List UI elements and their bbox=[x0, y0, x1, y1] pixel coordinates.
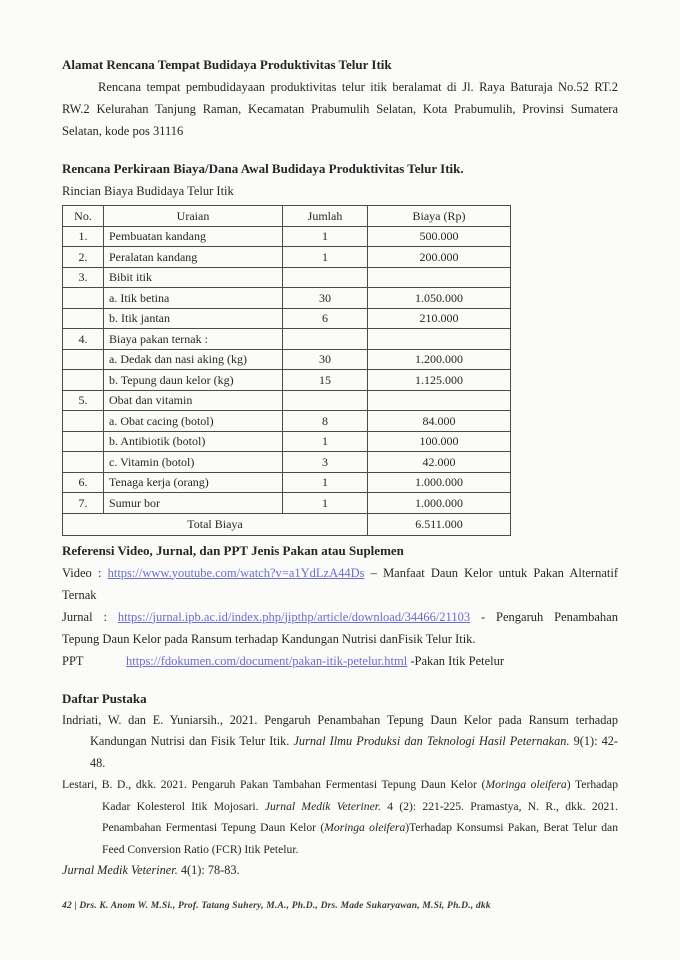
cell-jumlah: 3 bbox=[283, 452, 368, 473]
table-row bbox=[63, 247, 511, 268]
address-section-heading: Alamat Rencana Tempat Budidaya Produktivitas Telur Itik bbox=[62, 57, 392, 72]
cell-no: 1. bbox=[63, 226, 104, 247]
cell-jumlah: 1 bbox=[283, 247, 368, 268]
page-footer bbox=[62, 901, 618, 911]
cell-biaya: 200.000 bbox=[368, 247, 511, 268]
cell-uraian: c. Vitamin (botol) bbox=[104, 452, 283, 473]
cell-no: 5. bbox=[63, 390, 104, 411]
total-value: 6.511.000 bbox=[368, 513, 511, 535]
cell-jumlah: 1 bbox=[283, 226, 368, 247]
cell-jumlah bbox=[283, 267, 368, 288]
cell-biaya bbox=[368, 329, 511, 350]
cell-biaya: 1.000.000 bbox=[368, 472, 511, 493]
cell-jumlah: 6 bbox=[283, 308, 368, 329]
ref1-journal-name: Jurnal Ilmu Produksi dan Teknologi Hasil Peternakan. bbox=[293, 734, 570, 748]
video-separator: : bbox=[91, 565, 108, 580]
cell-biaya: 1.200.000 bbox=[368, 349, 511, 370]
bibliography-entry-2 bbox=[62, 774, 618, 860]
cell-no bbox=[63, 431, 104, 452]
table-row bbox=[63, 411, 511, 432]
address-paragraph: Rencana tempat pembudidayaan produktivitas telur itik beralamat di Jl. Raya Baturaja No.52 RT.2 RW.2 Kelurahan Tanjung Raman, Kecamatan Prabumulih Selatan, Kota Prabumulih, Provinsi Sumatera Selatan, kode pos 31116 bbox=[62, 80, 618, 138]
journal-description: - Pengaruh Penambahan Tepung Daun Kelor pada Ransum terhadap Kandungan Nutrisi danFisik Telur Itik. bbox=[62, 609, 618, 646]
table-row bbox=[63, 431, 511, 452]
cell-jumlah: 1 bbox=[283, 431, 368, 452]
ref2-text-mid1: ) Terhadap Kadar Kolesterol Itik Mojosari. bbox=[102, 778, 619, 813]
col-header-no: No. bbox=[63, 206, 104, 227]
journal-separator: : bbox=[92, 609, 118, 624]
cell-no bbox=[63, 452, 104, 473]
journal-reference-line bbox=[62, 606, 618, 650]
table-row bbox=[63, 493, 511, 514]
table-row bbox=[63, 226, 511, 247]
video-link[interactable]: https://www.youtube.com/watch?v=a1YdLzA44Ds bbox=[107, 565, 365, 580]
cell-uraian: a. Obat cacing (botol) bbox=[104, 411, 283, 432]
cell-uraian: b. Itik jantan bbox=[104, 308, 283, 329]
budget-table-header bbox=[63, 206, 511, 227]
cell-no: 6. bbox=[63, 472, 104, 493]
cell-uraian: a. Itik betina bbox=[104, 288, 283, 309]
ref1-pages: 9(1): 42-48. bbox=[90, 734, 618, 770]
cell-biaya: 1.125.000 bbox=[368, 370, 511, 391]
cell-jumlah bbox=[283, 329, 368, 350]
video-description: – Manfaat Daun Kelor untuk Pakan Alternatif Ternak bbox=[62, 565, 618, 602]
cell-biaya bbox=[368, 267, 511, 288]
total-row bbox=[63, 513, 511, 535]
table-row bbox=[63, 349, 511, 370]
ref1-text: Indriati, W. dan E. Yuniarsih., 2021. Pengaruh Penambahan Tepung Daun Kelor pada Ransum terhadap Kandungan Nutrisi dan Fisik Telur Itik. bbox=[62, 712, 618, 748]
bibliography-section-heading: Daftar Pustaka bbox=[62, 690, 147, 706]
col-header-jumlah: Jumlah bbox=[283, 206, 368, 227]
footer-authors: Drs. K. Anom W. M.Si., Prof. Tatang Suhery, M.A., Ph.D., Drs. Made Sukaryawan, M.Si, Ph.D., dkk bbox=[79, 901, 491, 911]
cell-jumlah bbox=[283, 390, 368, 411]
header-row bbox=[63, 206, 511, 227]
table-row bbox=[63, 308, 511, 329]
cell-no bbox=[63, 370, 104, 391]
table-row bbox=[63, 390, 511, 411]
budget-subheading: Rincian Biaya Budidaya Telur Itik bbox=[62, 184, 234, 198]
table-row bbox=[63, 472, 511, 493]
budget-section-heading: Rencana Perkiraan Biaya/Dana Awal Budidaya Produktivitas Telur Itik. bbox=[62, 161, 464, 176]
cell-uraian: Obat dan vitamin bbox=[104, 390, 283, 411]
page-number: 42 bbox=[62, 901, 72, 911]
cell-no bbox=[63, 411, 104, 432]
ref2-species-1: Moringa oleifera bbox=[485, 778, 567, 791]
ref2-text: Lestari, B. D., dkk. 2021. Pengaruh Pakan Tambahan Fermentasi Tepung Daun Kelor ( bbox=[62, 778, 486, 791]
cell-uraian: b. Antibiotik (botol) bbox=[104, 431, 283, 452]
col-header-uraian: Uraian bbox=[104, 206, 283, 227]
ref2-species-2: Moringa oleifera bbox=[324, 821, 406, 834]
journal-link[interactable]: https://jurnal.ipb.ac.id/index.php/jipthp/article/download/34466/21103 bbox=[117, 609, 471, 624]
bibliography-entry-3 bbox=[62, 860, 618, 882]
video-label: Video bbox=[62, 565, 92, 580]
table-row bbox=[63, 370, 511, 391]
cell-jumlah: 15 bbox=[283, 370, 368, 391]
ref2-text-mid2: 4 (2): 221-225. Pramastya, N. R., dkk. 2021. Penambahan Fermentasi Tepung Daun Kelor ( bbox=[102, 799, 618, 834]
cell-uraian: a. Dedak dan nasi aking (kg) bbox=[104, 349, 283, 370]
cell-uraian: Pembuatan kandang bbox=[104, 226, 283, 247]
cell-no bbox=[63, 308, 104, 329]
ppt-label: PPT bbox=[62, 653, 84, 668]
cell-no: 7. bbox=[63, 493, 104, 514]
cell-biaya: 100.000 bbox=[368, 431, 511, 452]
cell-no: 4. bbox=[63, 329, 104, 350]
video-reference-line bbox=[62, 562, 618, 606]
cell-jumlah: 8 bbox=[283, 411, 368, 432]
budget-table-rows bbox=[63, 226, 511, 513]
cell-no: 3. bbox=[63, 267, 104, 288]
table-row bbox=[63, 288, 511, 309]
cell-uraian: Sumur bor bbox=[104, 493, 283, 514]
budget-table-total bbox=[63, 513, 511, 535]
col-header-biaya: Biaya (Rp) bbox=[368, 206, 511, 227]
table-row bbox=[63, 267, 511, 288]
ppt-description: -Pakan Itik Petelur bbox=[407, 653, 505, 668]
ppt-link[interactable]: https://fdokumen.com/document/pakan-itik-petelur.html bbox=[126, 653, 408, 668]
cell-jumlah: 30 bbox=[283, 288, 368, 309]
ref3-pages: 4(1): 78-83. bbox=[177, 863, 240, 877]
cell-uraian: Tenaga kerja (orang) bbox=[104, 472, 283, 493]
cell-no bbox=[63, 288, 104, 309]
cell-biaya: 1.000.000 bbox=[368, 493, 511, 514]
cell-jumlah: 30 bbox=[283, 349, 368, 370]
ref2-journal-name: Jurnal Medik Veteriner. bbox=[264, 799, 381, 813]
bibliography-entry-1 bbox=[62, 710, 618, 775]
ppt-reference-line bbox=[62, 650, 618, 672]
cell-biaya bbox=[368, 390, 511, 411]
cell-biaya: 1.050.000 bbox=[368, 288, 511, 309]
cell-uraian: Peralatan kandang bbox=[104, 247, 283, 268]
cell-uraian: Bibit itik bbox=[104, 267, 283, 288]
budget-table bbox=[62, 205, 511, 536]
table-row bbox=[63, 452, 511, 473]
references-section-heading: Referensi Video, Jurnal, dan PPT Jenis Pakan atau Suplemen bbox=[62, 542, 404, 558]
cell-biaya: 500.000 bbox=[368, 226, 511, 247]
cell-uraian: b. Tepung daun kelor (kg) bbox=[104, 370, 283, 391]
cell-jumlah: 1 bbox=[283, 493, 368, 514]
cell-uraian: Biaya pakan ternak : bbox=[104, 329, 283, 350]
ref3-journal-name: Jurnal Medik Veteriner. bbox=[62, 863, 178, 877]
cell-no bbox=[63, 349, 104, 370]
cell-biaya: 84.000 bbox=[368, 411, 511, 432]
cell-biaya: 42.000 bbox=[368, 452, 511, 473]
cell-biaya: 210.000 bbox=[368, 308, 511, 329]
footer-separator: | bbox=[71, 901, 80, 911]
cell-no: 2. bbox=[63, 247, 104, 268]
total-label: Total Biaya bbox=[63, 513, 368, 535]
journal-label: Jurnal bbox=[62, 609, 93, 624]
cell-jumlah: 1 bbox=[283, 472, 368, 493]
ref2-text-post: )Terhadap Konsumsi Pakan, Berat Telur dan Feed Conversion Ratio (FCR) Itik Petelur. bbox=[102, 821, 618, 856]
table-row bbox=[63, 329, 511, 350]
